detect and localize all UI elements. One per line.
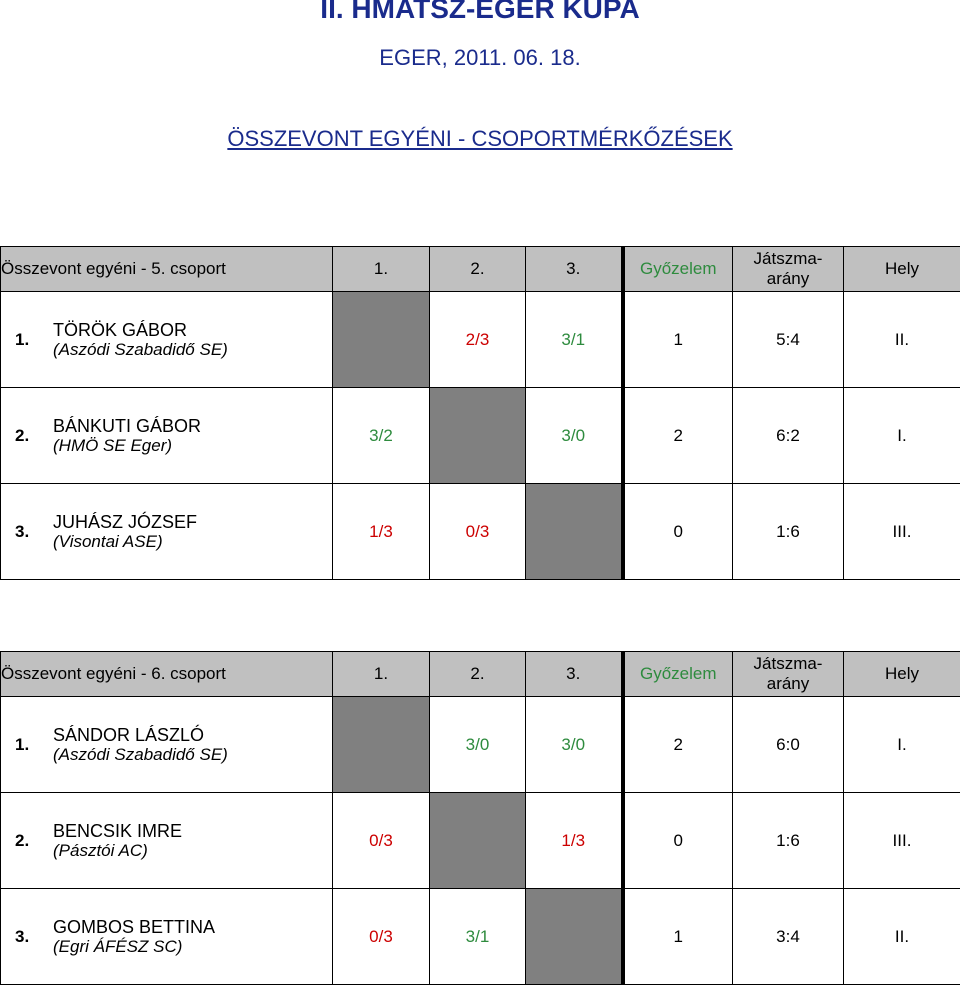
section-heading: ÖSSZEVONT EGYÉNI - CSOPORTMÉRKŐZÉSEK — [227, 126, 733, 151]
result-cell: 3/2 — [333, 388, 430, 484]
ratio-cell: 1:6 — [733, 793, 844, 889]
col-2-header: 2. — [430, 247, 526, 292]
event-date: EGER, 2011. 06. 18. — [379, 45, 581, 70]
result-cell: 0/3 — [333, 793, 430, 889]
wins-header: Győzelem — [623, 247, 733, 292]
result-cell: 3/1 — [526, 292, 623, 388]
wins-cell: 2 — [623, 697, 733, 793]
col-1-header: 1. — [333, 652, 430, 697]
player-cell — [1, 889, 333, 985]
place-cell: I. — [844, 697, 960, 793]
self-match-cell — [333, 292, 430, 388]
player-number: 3. — [15, 521, 30, 541]
ratio-cell: 3:4 — [733, 889, 844, 985]
wins-header: Győzelem — [623, 652, 733, 697]
place-cell: III. — [844, 793, 960, 889]
player-club: (Aszódi Szabadidő SE) — [53, 339, 228, 359]
result-cell: 2/3 — [430, 292, 526, 388]
ratio-cell: 6:2 — [733, 388, 844, 484]
result-cell: 3/0 — [526, 697, 623, 793]
place-header: Hely — [844, 247, 960, 292]
col-3-header: 3. — [526, 652, 623, 697]
ratio-header: Játszma- arány — [733, 652, 844, 697]
player-number: 3. — [15, 926, 30, 946]
player-number: 1. — [15, 329, 30, 349]
place-cell: I. — [844, 388, 960, 484]
table-row — [1, 388, 960, 484]
table-row — [1, 484, 960, 580]
group-header-row — [1, 652, 960, 697]
player-name: BENCSIK IMRE — [53, 820, 183, 841]
result-cell: 3/0 — [526, 388, 623, 484]
ratio-cell: 5:4 — [733, 292, 844, 388]
col-1-header: 1. — [333, 247, 430, 292]
player-name: TÖRÖK GÁBOR — [53, 319, 188, 340]
table-row — [1, 889, 960, 985]
self-match-cell — [430, 793, 526, 889]
self-match-cell — [526, 484, 623, 580]
ratio-cell: 6:0 — [733, 697, 844, 793]
player-name: JUHÁSZ JÓZSEF — [53, 511, 198, 532]
place-header: Hely — [844, 652, 960, 697]
table-row — [1, 697, 960, 793]
place-cell: II. — [844, 889, 960, 985]
player-cell — [1, 697, 333, 793]
place-cell: III. — [844, 484, 960, 580]
player-cell — [1, 388, 333, 484]
group-label: Összevont egyéni - 6. csoport — [1, 652, 333, 697]
col-2-header: 2. — [430, 652, 526, 697]
player-club: (Visontai ASE) — [53, 531, 163, 551]
group-6-table — [0, 651, 960, 985]
player-club: (HMÖ SE Eger) — [53, 435, 173, 455]
table-row — [1, 793, 960, 889]
result-cell: 0/3 — [430, 484, 526, 580]
player-club: (Aszódi Szabadidő SE) — [53, 744, 228, 764]
wins-cell: 0 — [623, 793, 733, 889]
player-number: 2. — [15, 830, 30, 850]
player-club: (Pásztói AC) — [53, 840, 148, 860]
ratio-header: Játszma- arány — [733, 247, 844, 292]
result-cell: 0/3 — [333, 889, 430, 985]
col-3-header: 3. — [526, 247, 623, 292]
player-cell — [1, 292, 333, 388]
self-match-cell — [430, 388, 526, 484]
player-name: BÁNKUTI GÁBOR — [53, 415, 202, 436]
player-name: GOMBOS BETTINA — [53, 916, 216, 937]
ratio-cell: 1:6 — [733, 484, 844, 580]
place-cell: II. — [844, 292, 960, 388]
self-match-cell — [526, 889, 623, 985]
result-cell: 1/3 — [333, 484, 430, 580]
player-cell — [1, 484, 333, 580]
self-match-cell — [333, 697, 430, 793]
wins-cell: 0 — [623, 484, 733, 580]
result-cell: 3/1 — [430, 889, 526, 985]
player-name: SÁNDOR LÁSZLÓ — [53, 724, 205, 745]
player-number: 2. — [15, 425, 30, 445]
group-5-table — [0, 246, 960, 580]
player-club: (Egri ÁFÉSZ SC) — [53, 936, 183, 956]
page-title: II. HMATSZ-EGER KUPA — [320, 0, 640, 24]
player-number: 1. — [15, 734, 30, 754]
wins-cell: 1 — [623, 292, 733, 388]
result-cell: 3/0 — [430, 697, 526, 793]
wins-cell: 2 — [623, 388, 733, 484]
group-header-row — [1, 247, 960, 292]
group-label: Összevont egyéni - 5. csoport — [1, 247, 333, 292]
result-cell: 1/3 — [526, 793, 623, 889]
table-row — [1, 292, 960, 388]
player-cell — [1, 793, 333, 889]
wins-cell: 1 — [623, 889, 733, 985]
